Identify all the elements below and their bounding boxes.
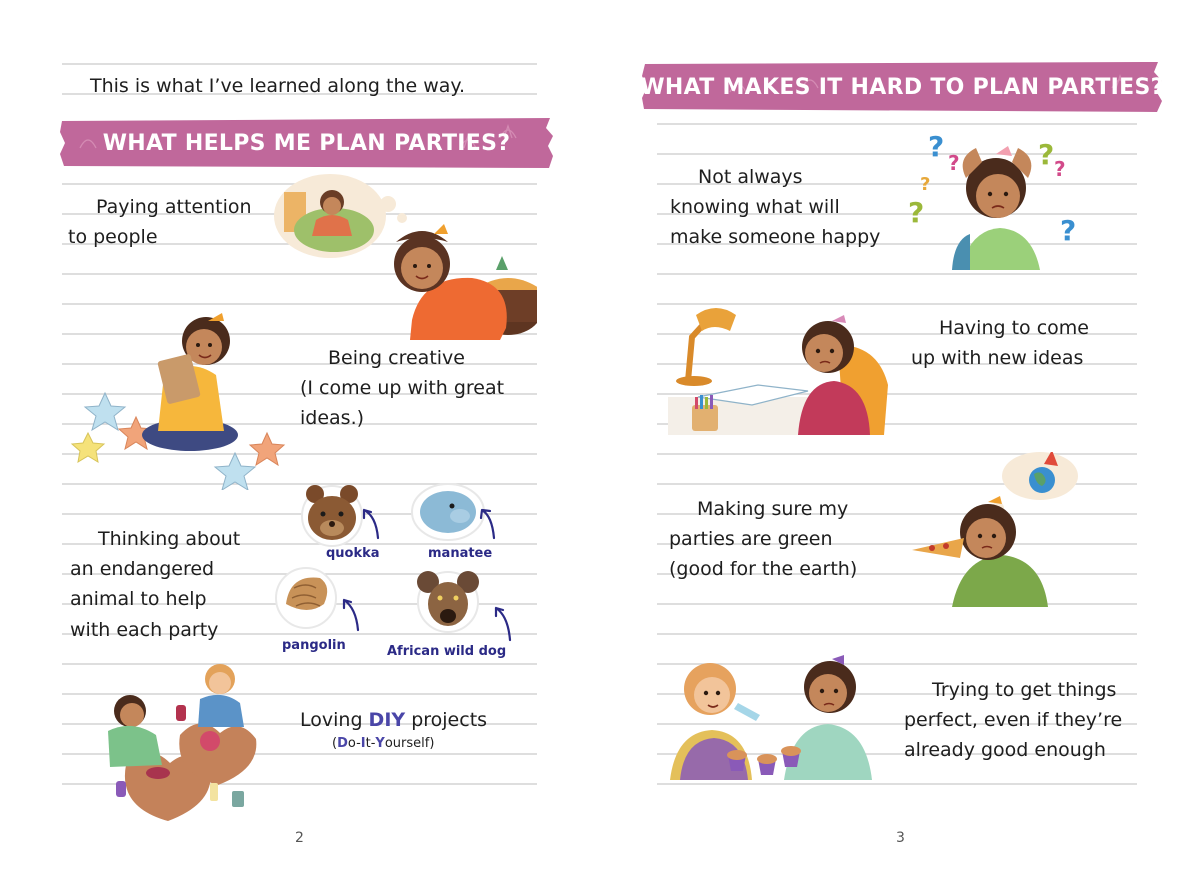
- intro-text: This is what I’ve learned along the way.: [90, 75, 465, 97]
- quokka-icon: [302, 485, 362, 546]
- manatee-icon: [412, 484, 484, 540]
- hard-heading-banner: [642, 62, 1162, 112]
- page-number-right: 3: [896, 830, 905, 846]
- item-green-parties: [669, 494, 857, 585]
- item-line: Trying to get things: [932, 679, 1117, 701]
- item-line: Thinking about: [98, 528, 241, 550]
- diy-sub-part: Y: [375, 736, 385, 752]
- item-line: Being creative: [328, 347, 465, 369]
- helps-heading-banner: [60, 118, 553, 168]
- item-line: (good for the earth): [669, 558, 858, 581]
- item-line: already good enough: [904, 739, 1106, 762]
- diy-highlight: DIY: [368, 709, 406, 731]
- item-line: Not always: [698, 166, 803, 188]
- confused-girl-illustration: [900, 130, 1100, 270]
- manatee-label: manatee: [428, 546, 493, 561]
- helps-heading: WHAT HELPS ME PLAN PARTIES?: [102, 130, 511, 156]
- quokka-label: quokka: [326, 546, 380, 561]
- question-mark-icon: ?: [920, 174, 931, 195]
- item-line: parties are green: [669, 528, 833, 551]
- cupcake-girls-illustration: [666, 655, 888, 780]
- girl-pizza-illustration: [912, 452, 1082, 607]
- item-not-knowing: [670, 162, 880, 253]
- item-new-ideas: [911, 313, 1089, 373]
- right-page: [600, 0, 1200, 872]
- diy-sub-part: o-: [347, 736, 361, 752]
- item-endangered-animal: [70, 524, 240, 645]
- girl-desk-illustration: [668, 305, 900, 435]
- diy-line: [300, 705, 487, 735]
- item-line: an endangered: [70, 558, 215, 581]
- item-line: Making sure my: [697, 498, 849, 520]
- item-line: make someone happy: [670, 226, 881, 249]
- pangolin-icon: [276, 568, 336, 628]
- diy-sub-part: (: [332, 736, 338, 752]
- pangolin-label: pangolin: [282, 638, 346, 653]
- item-line: with each party: [70, 618, 219, 641]
- diy-kids-illustration: [88, 655, 293, 825]
- item-line: ideas.): [300, 407, 365, 430]
- item-perfect: [904, 675, 1122, 766]
- question-mark-icon: ?: [1054, 157, 1066, 181]
- question-mark-icon: ?: [1038, 138, 1055, 171]
- hard-heading: WHAT MAKES IT HARD TO PLAN PARTIES?: [640, 74, 1164, 100]
- question-mark-icon: ?: [948, 151, 960, 175]
- item-line: animal to help: [70, 588, 207, 611]
- girl-stars-illustration: [70, 305, 292, 490]
- item-line: (I come up with great: [300, 377, 505, 400]
- diy-after: projects: [405, 709, 488, 731]
- question-mark-icon: ?: [908, 196, 925, 229]
- item-being-creative: [300, 343, 504, 434]
- item-line: to people: [68, 226, 158, 249]
- item-diy: [300, 705, 487, 753]
- african-wild-dog-label: African wild dog: [387, 644, 507, 659]
- item-line: Having to come: [939, 317, 1089, 339]
- girl-cake-illustration: [272, 170, 537, 340]
- question-mark-icon: ?: [928, 130, 945, 163]
- item-line: knowing what will: [670, 196, 840, 219]
- item-paying-attention: [68, 192, 252, 252]
- item-line: Paying attention: [96, 196, 252, 218]
- diy-sub-part: I: [360, 736, 366, 752]
- wild-dog-icon: [417, 571, 479, 632]
- diy-sub-part: ourself): [384, 736, 435, 752]
- animal-stickers: [270, 480, 530, 645]
- diy-subtitle: [300, 735, 487, 753]
- item-line: up with new ideas: [911, 347, 1084, 370]
- diy-sub-part: D: [337, 736, 348, 752]
- page-number-left: 2: [295, 830, 304, 846]
- diy-sub-part: t-: [365, 736, 376, 752]
- question-mark-icon: ?: [1060, 214, 1077, 247]
- item-line: perfect, even if they’re: [904, 709, 1123, 732]
- diy-before: Loving: [300, 709, 369, 731]
